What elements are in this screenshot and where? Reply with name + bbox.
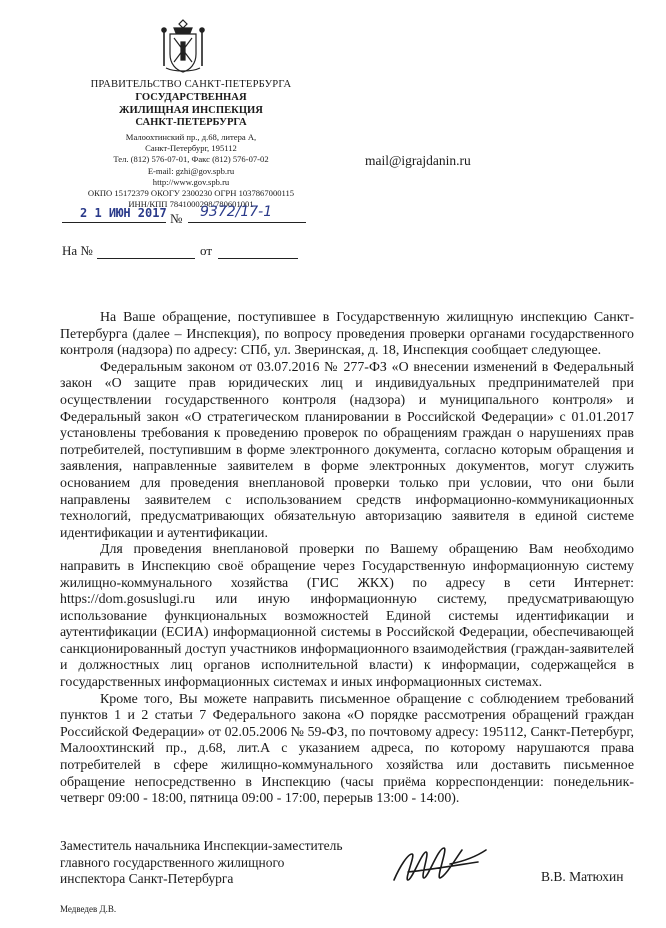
- letter-body: [60, 310, 634, 808]
- email-line: E-mail: gzhi@gov.spb.ru: [147, 165, 235, 176]
- paragraph-2: Федеральным законом от 03.07.2016 № 277-ФЗ «О внесении изменений в Федеральный закон «О защите прав юридических лиц и индивидуальных предпринимателей при осуществлении государственного контроля (надзора) и муниципального контроля» и Федеральный закон «О стратегическом планировании в Российской Федерации» с 01.01.2017 установлены требования к проведению проверок по обращениям граждан о нарушениях прав потребителей, поступившим в форме электронного документа, согласно которым обращения и заявления, направленные заявителем в форме электронных документов, могут служить основанием для проведения внеплановой проверки только при условии, что они были направлены заявителем с использованием средств информационно-коммуникационных технологий, предусматривающих обязательную авторизацию заявителя в единой системе идентификации и аутентификации.: [60, 359, 634, 541]
- reference-underline: [97, 258, 195, 259]
- outgoing-number: 9372/17-1: [200, 204, 273, 220]
- paragraph-3: Для проведения внеплановой проверки по Вашему обращению Вам необходимо направить в Инспекцию своё обращение через Государственную информационную систему жилищно-коммунального хозяйства (ГИС ЖКХ) по адресу в сети Интернет: https://dom.gosuslugi.ru или иную информационную систему, предусматривающую использование функциональных возможностей Единой системы идентификации и аутентификации (ЕСИА) информационной системы в Российской Федерации, обеспечивающей санкционированный доступ участников информационного взаимодействия (граждан-заявителей и должностных лиц органов исполнительной власти) к информации, содержащейся в государственных информационных системах и иных информационных системах.: [60, 542, 634, 691]
- signatory-title-line-1: Заместитель начальника Инспекции-заместитель: [60, 838, 343, 853]
- paragraph-4: Кроме того, Вы можете направить письменное обращение с соблюдением требований пунктов 1 и 2 статьи 7 Федерального закона «О порядке рассмотрения обращений граждан Российской Федерации» от 02.05.2006 № 59-ФЗ, по почтовому адресу: 195112, Санкт-Петербург, Малоохтинский пр., д.68, лит.А с указанием адреса, по которому нарушаются права потребителей в сфере жилищно-коммунального хозяйства или доставить письменное обращение непосредственно в Инспекцию (часы приёма корреспонденции: понедельник-четверг 09:00 - 18:00, пятница 09:00 - 17:00, перерыв 13:00 - 14:00).: [60, 691, 634, 807]
- address-line-1: Малоохтинский пр., д.68, литера А,: [125, 132, 257, 142]
- coat-of-arms-emblem: [160, 18, 206, 76]
- signatory-title-line-2: главного государственного жилищного: [60, 854, 285, 870]
- codes-line-2: ИНН/КПП 7841000298/780601001: [128, 199, 254, 210]
- signatory-name: В.В. Матюхин: [541, 869, 624, 884]
- organization-name: [60, 92, 322, 130]
- address-line-2: Санкт-Петербург, 195112: [145, 143, 237, 154]
- reference-from-underline: [218, 258, 298, 259]
- org-contacts: [60, 132, 322, 210]
- executor-name: Медведев Д.В.: [60, 904, 117, 914]
- recipient-email: mail@igrajdanin.ru: [365, 153, 471, 168]
- signatory-title-line-3: инспектора Санкт-Петербурга: [60, 871, 234, 886]
- org-line-1: ГОСУДАРСТВЕННАЯ: [135, 92, 247, 103]
- reference-label: На №: [62, 243, 93, 258]
- org-line-2: ЖИЛИЩНАЯ ИНСПЕКЦИЯ: [119, 104, 263, 116]
- signatory-title: [60, 838, 343, 888]
- handwritten-signature: [388, 842, 498, 890]
- date-underline: [62, 222, 166, 223]
- number-underline: [188, 222, 306, 223]
- web-line: http://www.gov.spb.ru: [152, 176, 230, 187]
- number-label: №: [170, 211, 183, 226]
- date-stamp: 2 1 ИЮН 2017: [80, 206, 167, 220]
- org-line-3: САНКТ-ПЕТЕРБУРГА: [135, 117, 247, 129]
- paragraph-1: На Ваше обращение, поступившее в Государственную жилищную инспекцию Санкт-Петербурга (далее – Инспекция), по вопросу проведения проверки органами государственного контроля (надзора) по адресу: СПб, ул. Зверинская, д. 18, Инспекция сообщает следующее.: [60, 310, 634, 359]
- codes-line-1: ОКПО 15172379 ОКОГУ 2300230 ОГРН 1037867000115: [87, 188, 295, 199]
- government-title: ПРАВИТЕЛЬСТВО САНКТ-ПЕТЕРБУРГА: [90, 79, 292, 90]
- reference-from-label: от: [200, 243, 213, 258]
- phone-line: Тел. (812) 576-07-01, Факс (812) 576-07-02: [113, 154, 269, 165]
